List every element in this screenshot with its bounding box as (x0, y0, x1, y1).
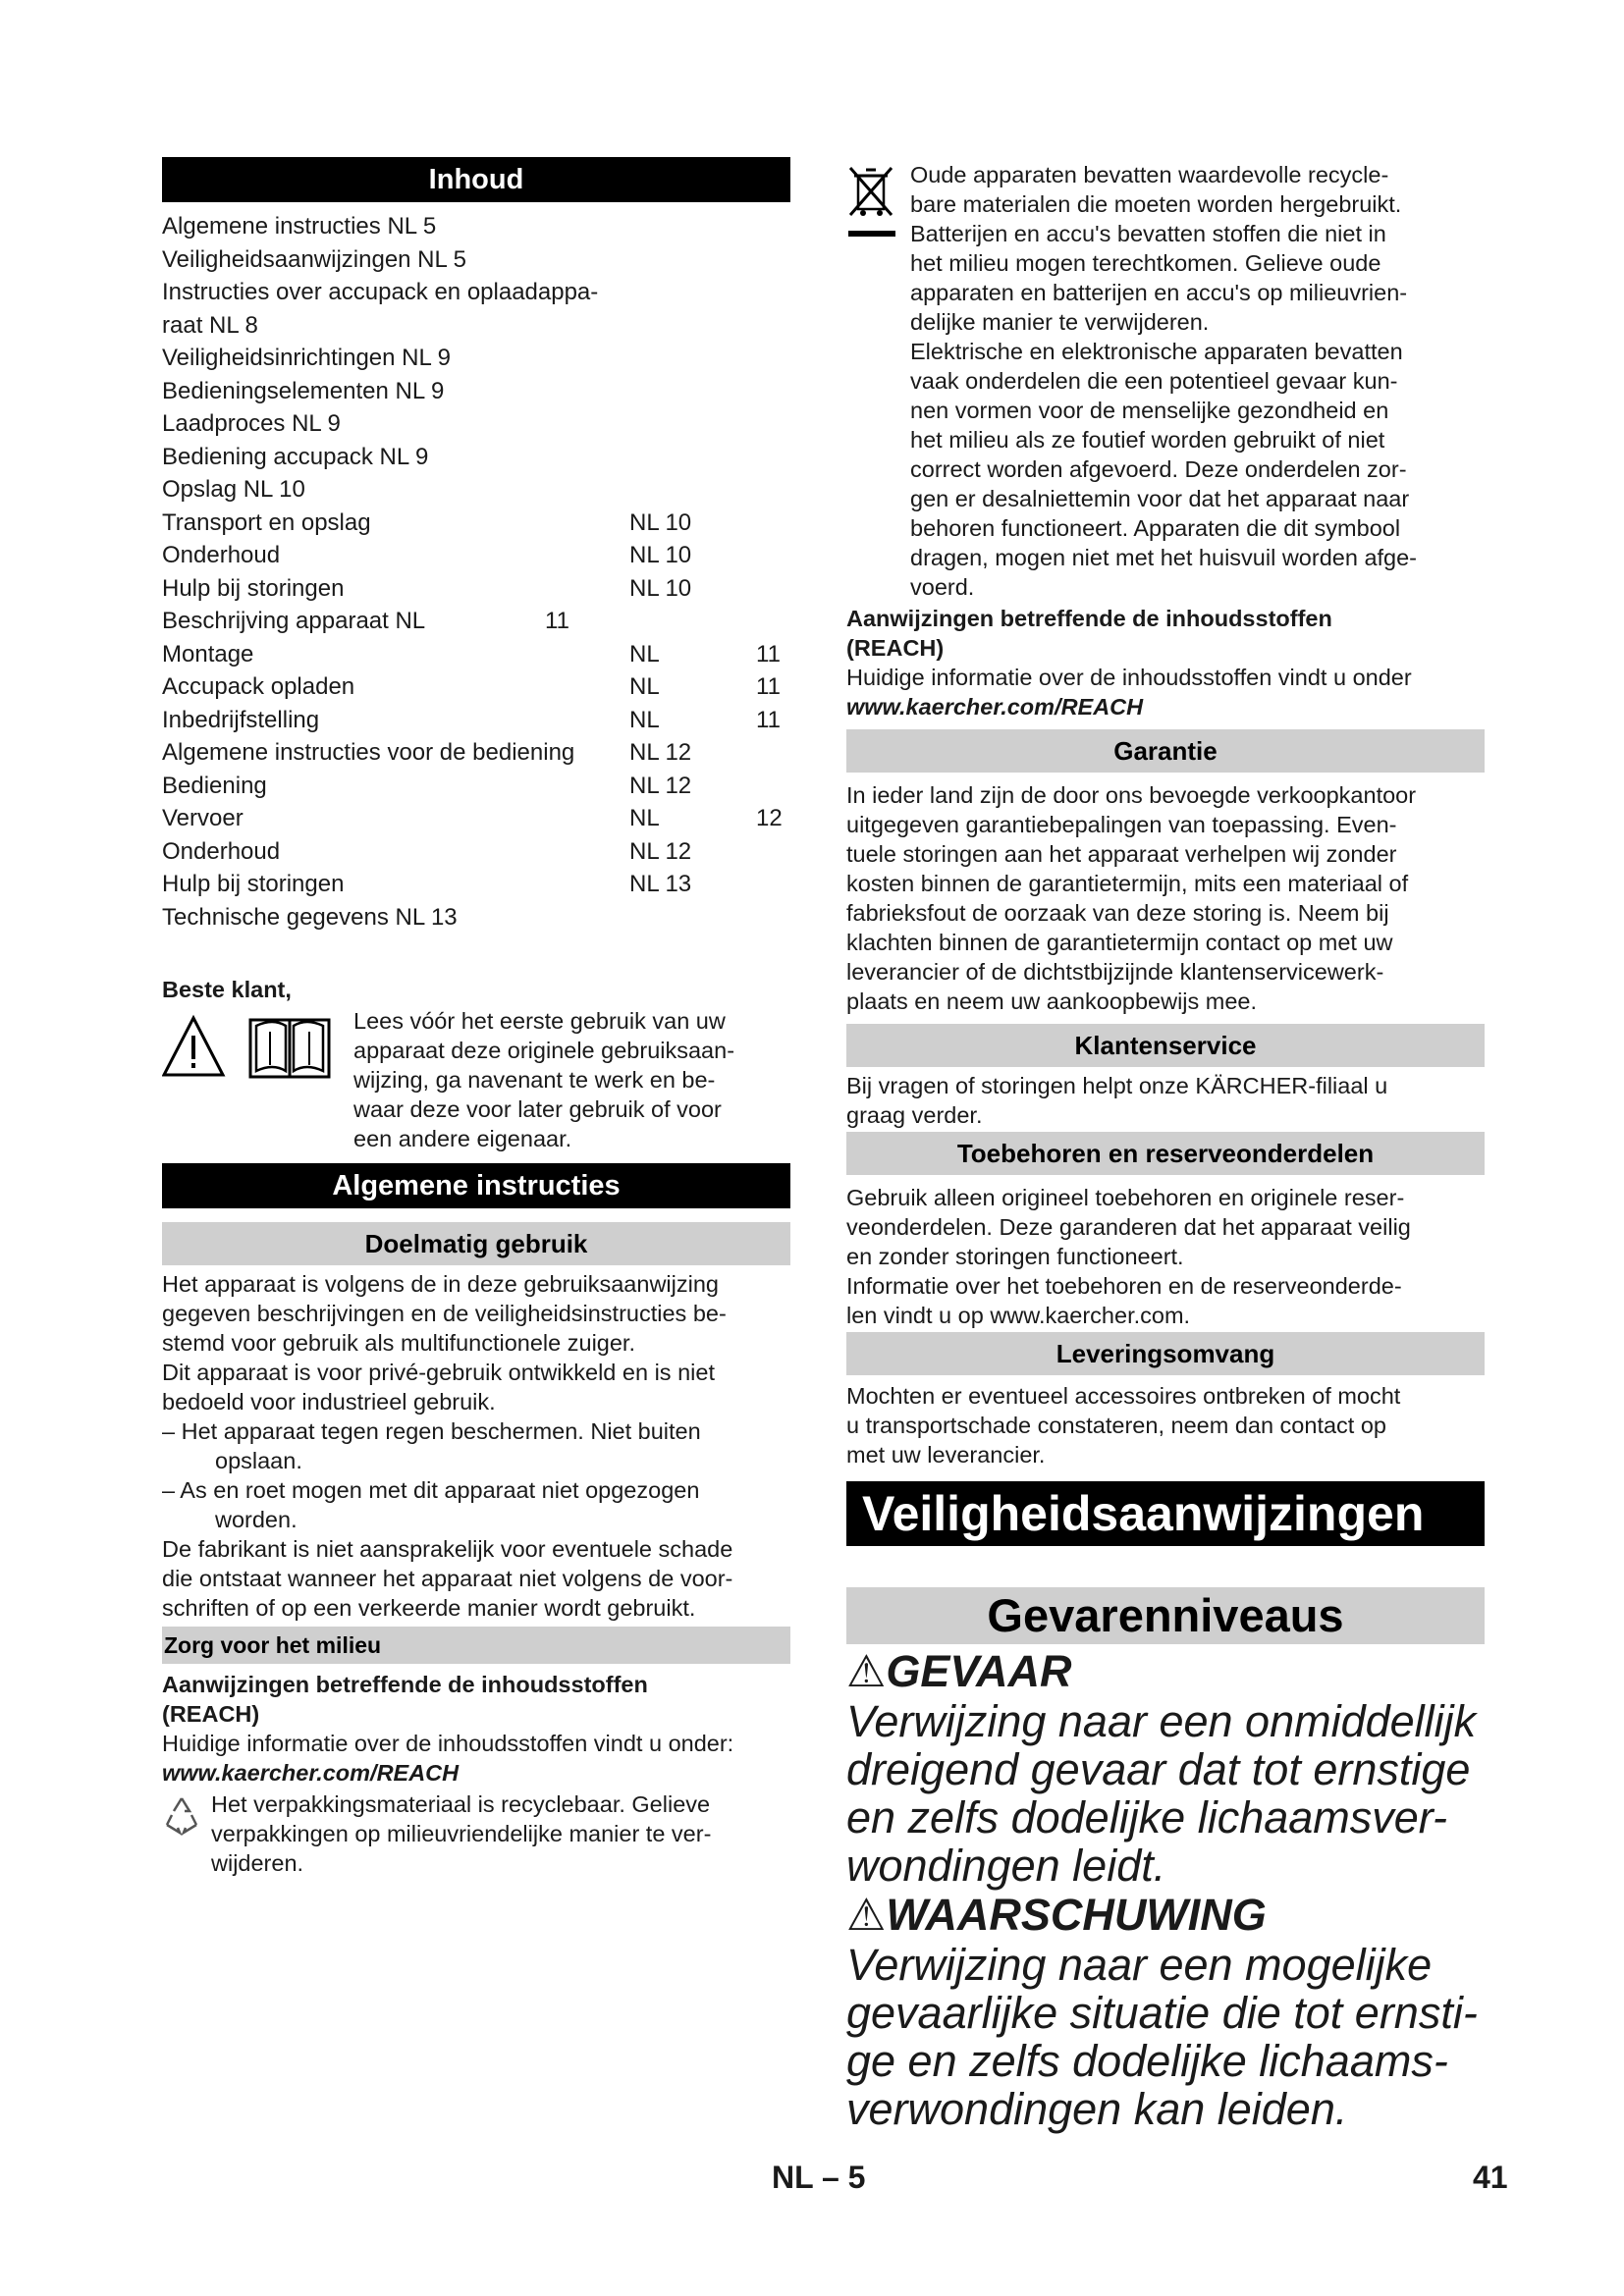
text-line: Het verpakkingsmateriaal is recyclebaar. Gelieve (211, 1791, 711, 1817)
toc-row (162, 572, 790, 606)
text-line: kosten binnen de garantietermijn, mits een materiaal of (846, 871, 1409, 896)
text-line: tuele storingen aan het apparaat verhelpen wij zonder (846, 841, 1397, 867)
text-line: een andere eigenaar. (353, 1126, 572, 1151)
toc-cell: Bediening accupack NL 9 (162, 443, 429, 470)
text-line: apparaten en batterijen en accu's op milieuvrien- (910, 280, 1408, 305)
list-item-line: – As en roet mogen met dit apparaat niet opgezogen (162, 1477, 700, 1503)
reach-text-right: Huidige informatie over de inhoudsstoffen vindt u onder (846, 665, 1412, 690)
text-line: wijzing, ga navenant te werk en be- (353, 1067, 716, 1093)
text-line: het milieu mogen terechtkomen. Gelieve oude (910, 250, 1381, 276)
text-line: klachten binnen de garantietermijn contact op met uw (846, 930, 1393, 955)
text-line: De fabrikant is niet aansprakelijk voor eventuele schade (162, 1536, 733, 1562)
text-line: Aanwijzingen betreffende de inhoudsstoffen (846, 606, 1332, 631)
intro-block (162, 1006, 790, 1153)
text-line: Aanwijzingen betreffende de inhoudsstoffen (162, 1672, 648, 1697)
text-line: Verwijzing naar een mogelijke (846, 1940, 1433, 1990)
toc-row (162, 605, 790, 638)
danger-title (846, 1646, 1485, 1697)
safety-instructions-heading: Veiligheidsaanwijzingen (846, 1481, 1485, 1546)
toc-row (162, 473, 790, 507)
toc-cell: Hulp bij storingen (162, 871, 345, 897)
accessories-heading: Toebehoren en reserveonderdelen (846, 1132, 1485, 1175)
toc-cell: 11 (756, 640, 781, 667)
text-line: plaats en neem uw aankoopbewijs mee. (846, 988, 1258, 1014)
recycle-text (211, 1789, 711, 1878)
text-line: fabrieksfout de oorzaak van deze storing is. Neem bij (846, 900, 1389, 926)
text-line: schriften of op een verkeerde manier wordt gebruikt. (162, 1595, 696, 1621)
toc-cell: NL 10 (629, 542, 692, 568)
warranty-text (846, 780, 1485, 1016)
toc-cell: NL 10 (629, 574, 692, 602)
text-line: correct worden afgevoerd. Deze onderdelen zor- (910, 456, 1407, 482)
intended-use-text (162, 1269, 790, 1416)
text-line: bare materialen die moeten worden hergebruikt. (910, 191, 1402, 217)
greeting: Beste klant, (162, 977, 292, 1002)
danger-text (846, 1697, 1485, 1890)
toc-cell: Technische gegevens NL 13 (162, 903, 458, 931)
warning-title-label: WAARSCHUWING (886, 1890, 1267, 1940)
text-line: Dit apparaat is voor privé-gebruik ontwikkeld en is niet (162, 1360, 715, 1385)
text-line: waar deze voor later gebruik of voor (353, 1096, 722, 1122)
text-line: Bij vragen of storingen helpt onze KÄRCHER-filiaal u (846, 1073, 1388, 1098)
toc-cell: Opslag NL 10 (162, 476, 305, 503)
text-line: delijke manier te verwijderen. (910, 309, 1210, 335)
text-line: apparaat deze originele gebruiksaan- (353, 1038, 735, 1063)
text-line: behoren functioneert. Apparaten die dit symbool (910, 515, 1401, 541)
toc-cell: NL (629, 673, 660, 700)
toc-row (162, 638, 790, 671)
toc-cell: Onderhoud (162, 837, 281, 865)
toc-row (162, 770, 790, 803)
toc-cell: Hulp bij storingen (162, 574, 345, 602)
toc-row (162, 901, 790, 934)
toc-cell: NL 12 (629, 739, 692, 766)
reach-text-left: Huidige informatie over de inhoudsstoffen vindt u onder: (162, 1731, 734, 1756)
toc-cell: Montage (162, 640, 254, 667)
toc-cell: NL 12 (629, 837, 692, 865)
toc-cell: Laadproces NL 9 (162, 410, 341, 437)
toc-cell: Bedieningselementen NL 9 (162, 377, 445, 404)
toc-row (162, 670, 790, 704)
toc-row (162, 835, 790, 869)
toc-row (162, 539, 790, 572)
toc-cell: NL (629, 805, 660, 831)
toc-cell: NL (629, 706, 660, 733)
text-line: verwondingen kan leiden. (846, 2084, 1348, 2134)
list-item (162, 1416, 790, 1475)
environment-heading: Zorg voor het milieu (162, 1627, 790, 1664)
danger-triangle-icon: ⚠ (846, 1646, 887, 1696)
toc-row (162, 243, 790, 277)
customer-service-text (846, 1071, 1485, 1130)
page-number: 41 (1473, 2160, 1508, 2195)
toc-cell: Instructies over accupack en oplaadappa- (162, 279, 599, 305)
toc-cell: Inbedrijfstelling (162, 706, 320, 733)
text-line: gevaarlijke situatie die tot ernsti- (846, 1988, 1478, 2038)
reach-url-right: www.kaercher.com/REACH (846, 694, 1144, 720)
toc-cell: Vervoer (162, 805, 244, 831)
warning-title (846, 1890, 1485, 1941)
toc-cell: 12 (756, 805, 783, 831)
toc-cell: 11 (756, 706, 781, 733)
liability-text (162, 1534, 790, 1623)
toc-cell: Algemene instructies NL 5 (162, 213, 437, 240)
text-line: Het apparaat is volgens de in deze gebruiksaanwijzing (162, 1271, 719, 1297)
disposal-text (910, 160, 1417, 602)
text-line: Batterijen en accu's bevatten stoffen die niet in (910, 221, 1386, 246)
text-line: (REACH) (846, 635, 945, 661)
intro-text (353, 1006, 734, 1153)
footer-section-page: – 5 (821, 2160, 866, 2195)
warning-text (846, 1941, 1485, 2133)
text-line: die ontstaat wanneer het apparaat niet volgens de voor- (162, 1566, 733, 1591)
text-line: dreigend gevaar dat tot ernstige (846, 1744, 1471, 1794)
toc-cell: Transport en opslag (162, 508, 371, 536)
toc-cell: 11 (545, 608, 569, 634)
footer-section-label: NL (772, 2160, 814, 2195)
text-line: u transportschade constateren, neem dan contact op (846, 1413, 1386, 1438)
text-line: stemd voor gebruik als multifunctionele zuiger. (162, 1330, 635, 1356)
toc-row (162, 441, 790, 474)
intended-use-list (162, 1416, 790, 1534)
text-line: wijderen. (211, 1850, 304, 1876)
text-line: Gebruik alleen origineel toebehoren en originele reser- (846, 1185, 1405, 1210)
toc-row (162, 375, 790, 408)
recycle-block (162, 1789, 790, 1878)
toc-cell: Accupack opladen (162, 673, 355, 700)
list-item-line: – Het apparaat tegen regen beschermen. Niet buiten (162, 1418, 701, 1444)
text-line: en zelfs dodelijke lichaamsver- (846, 1792, 1447, 1842)
toc-heading: Inhoud (162, 157, 790, 202)
reach-heading-left (162, 1670, 790, 1729)
text-line: vaak onderdelen die een potentieel gevaar kun- (910, 368, 1398, 394)
toc-cell: Veiligheidsinrichtingen NL 9 (162, 345, 451, 371)
toc-cell: raat NL 8 (162, 311, 258, 339)
toc-row (162, 736, 790, 770)
text-line: Verwijzing naar een onmiddellijk (846, 1696, 1477, 1746)
text-line: veonderdelen. Deze garanderen dat het apparaat veilig (846, 1214, 1411, 1240)
warranty-heading: Garantie (846, 729, 1485, 773)
text-line: Mochten er eventueel accessoires ontbreken of mocht (846, 1383, 1401, 1409)
toc-cell: Algemene instructies voor de bediening (162, 739, 575, 766)
text-line: (REACH) (162, 1701, 260, 1727)
left-column (162, 157, 790, 1878)
toc-cell: NL 12 (629, 772, 692, 799)
reach-heading-right (846, 604, 1485, 663)
disposal-block (846, 160, 1485, 602)
text-line: uitgegeven garantiebepalingen van toepassing. Even- (846, 812, 1397, 837)
toc-cell: Beschrijving apparaat NL (162, 608, 426, 634)
customer-service-heading: Klantenservice (846, 1024, 1485, 1067)
scope-of-delivery-heading: Leveringsomvang (846, 1332, 1485, 1375)
text-line: Lees vóór het eerste gebruik van uw (353, 1008, 726, 1034)
text-line: nen vormen voor de menselijke gezondheid en (910, 398, 1389, 423)
text-line: verpakkingen op milieuvriendelijke manier te ver- (211, 1821, 712, 1846)
text-line: In ieder land zijn de door ons bevoegde verkoopkantoor (846, 782, 1417, 808)
toc-cell: Onderhoud (162, 542, 281, 568)
text-line: leverancier of de dichtstbijzijnde klantenservicewerk- (846, 959, 1384, 985)
toc-cell: NL 10 (629, 508, 692, 536)
toc-row (162, 407, 790, 441)
text-line: het milieu als ze foutief worden gebruikt of niet (910, 427, 1385, 453)
toc-row (162, 704, 790, 737)
text-line: Elektrische en elektronische apparaten bevatten (910, 339, 1403, 364)
footer-section (772, 2160, 865, 2196)
intended-use-heading: Doelmatig gebruik (162, 1222, 790, 1265)
toc-row (162, 507, 790, 540)
text-line: dragen, mogen niet met het huisvuil worden afge- (910, 545, 1418, 570)
toc-row (162, 210, 790, 243)
list-item-line: worden. (215, 1507, 298, 1532)
text-line: Informatie over het toebehoren en de reserveonderde- (846, 1273, 1402, 1299)
list-item-line: opslaan. (215, 1448, 302, 1473)
text-line: ge en zelfs dodelijke lichaams- (846, 2036, 1448, 2086)
warning-triangle-icon (164, 1018, 223, 1075)
hazard-levels-heading: Gevarenniveaus (846, 1587, 1485, 1644)
table-of-contents (162, 210, 790, 934)
list-item (162, 1475, 790, 1534)
text-line: en zonder storingen functioneert. (846, 1244, 1184, 1269)
toc-cell: NL 13 (629, 871, 692, 897)
text-line: graag verder. (846, 1102, 983, 1128)
text-line: voerd. (910, 574, 975, 600)
toc-cell: Bediening (162, 772, 267, 799)
text-line: bedoeld voor industrieel gebruik. (162, 1389, 496, 1415)
crossed-bin-icon (846, 160, 910, 602)
text-line: met uw leverancier. (846, 1442, 1046, 1468)
toc-row (162, 309, 790, 343)
toc-row (162, 868, 790, 901)
text-line: gen er desalniettemin voor dat het apparaat naar (910, 486, 1410, 511)
reach-url-left: www.kaercher.com/REACH (162, 1760, 460, 1786)
toc-cell: NL (629, 640, 660, 667)
toc-cell: Veiligheidsaanwijzingen NL 5 (162, 245, 466, 273)
intro-icons (162, 1006, 353, 1153)
general-instructions-heading: Algemene instructies (162, 1163, 790, 1208)
scope-of-delivery-text (846, 1381, 1485, 1469)
toc-row (162, 342, 790, 375)
text-line: Oude apparaten bevatten waardevolle recycle- (910, 162, 1389, 187)
danger-title-label: GEVAAR (886, 1646, 1072, 1696)
warning-triangle-icon: ⚠ (846, 1890, 887, 1940)
right-column (846, 160, 1485, 2133)
text-line: len vindt u op www.kaercher.com. (846, 1303, 1191, 1328)
accessories-text (846, 1183, 1485, 1330)
manual-book-icon (250, 1020, 329, 1077)
recycle-icon (162, 1789, 211, 1878)
toc-row (162, 802, 790, 835)
toc-cell: 11 (756, 673, 781, 700)
text-line: wondingen leidt. (846, 1841, 1166, 1891)
toc-row (162, 276, 790, 309)
text-line: gegeven beschrijvingen en de veiligheidsinstructies be- (162, 1301, 727, 1326)
